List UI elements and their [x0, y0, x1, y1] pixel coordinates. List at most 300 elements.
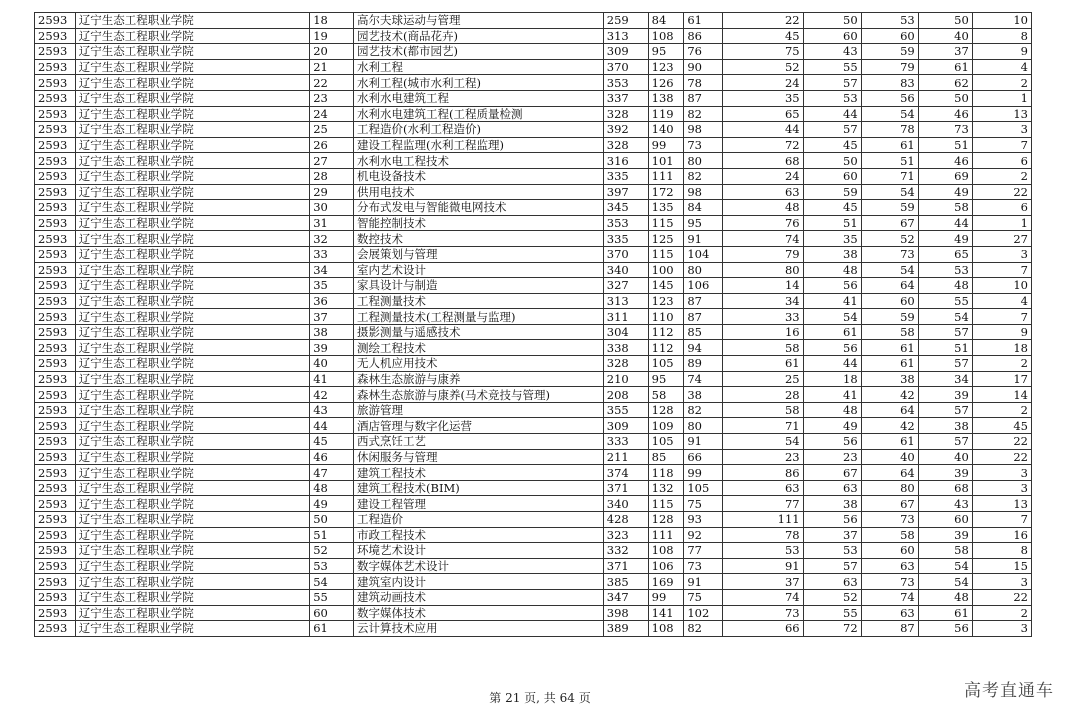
score-d-cell: 57 [803, 558, 861, 574]
score-b-cell: 61 [684, 13, 723, 29]
major-code-cell: 50 [310, 512, 354, 528]
score-c-cell: 54 [723, 434, 804, 450]
score-g-cell: 8 [972, 28, 1031, 44]
score-b-cell: 104 [684, 246, 723, 262]
major-name-cell: 环境艺术设计 [354, 543, 604, 559]
score-a-cell: 95 [648, 44, 684, 60]
table-row [35, 543, 1032, 559]
score-c-cell: 24 [723, 75, 804, 91]
score-e-cell: 60 [861, 543, 918, 559]
score-f-cell: 65 [918, 246, 972, 262]
table-row [35, 200, 1032, 216]
score-f-cell: 49 [918, 231, 972, 247]
major-name-cell: 旅游管理 [354, 402, 604, 418]
score-total-cell: 259 [603, 13, 648, 29]
major-name-cell: 分布式发电与智能微电网技术 [354, 200, 604, 216]
score-g-cell: 1 [972, 215, 1031, 231]
score-f-cell: 60 [918, 512, 972, 528]
major-code-cell: 61 [310, 621, 354, 637]
score-g-cell: 7 [972, 262, 1031, 278]
school-name-cell: 辽宁生态工程职业学院 [75, 184, 309, 200]
score-c-cell: 74 [723, 231, 804, 247]
score-total-cell: 327 [603, 278, 648, 294]
table-row [35, 215, 1032, 231]
table-row [35, 402, 1032, 418]
score-c-cell: 68 [723, 153, 804, 169]
score-d-cell: 38 [803, 496, 861, 512]
major-code-cell: 44 [310, 418, 354, 434]
school-code-cell: 2593 [35, 589, 76, 605]
score-c-cell: 52 [723, 59, 804, 75]
score-f-cell: 68 [918, 480, 972, 496]
score-total-cell: 328 [603, 106, 648, 122]
score-c-cell: 37 [723, 574, 804, 590]
major-name-cell: 森林生态旅游与康养 [354, 371, 604, 387]
score-b-cell: 87 [684, 293, 723, 309]
school-code-cell: 2593 [35, 13, 76, 29]
major-name-cell: 森林生态旅游与康养(马术竞技与管理) [354, 387, 604, 403]
score-b-cell: 82 [684, 621, 723, 637]
major-code-cell: 22 [310, 75, 354, 91]
score-a-cell: 145 [648, 278, 684, 294]
school-code-cell: 2593 [35, 215, 76, 231]
score-total-cell: 345 [603, 200, 648, 216]
score-g-cell: 22 [972, 184, 1031, 200]
score-d-cell: 48 [803, 262, 861, 278]
score-c-cell: 23 [723, 449, 804, 465]
score-b-cell: 92 [684, 527, 723, 543]
score-e-cell: 64 [861, 278, 918, 294]
score-b-cell: 95 [684, 215, 723, 231]
table-row [35, 184, 1032, 200]
major-name-cell: 工程造价 [354, 512, 604, 528]
score-f-cell: 50 [918, 90, 972, 106]
score-e-cell: 73 [861, 246, 918, 262]
score-c-cell: 33 [723, 309, 804, 325]
score-d-cell: 56 [803, 340, 861, 356]
major-name-cell: 水利水电工程技术 [354, 153, 604, 169]
major-name-cell: 休闲服务与管理 [354, 449, 604, 465]
major-name-cell: 测绘工程技术 [354, 340, 604, 356]
school-code-cell: 2593 [35, 402, 76, 418]
score-a-cell: 105 [648, 356, 684, 372]
score-a-cell: 141 [648, 605, 684, 621]
score-c-cell: 63 [723, 480, 804, 496]
school-code-cell: 2593 [35, 153, 76, 169]
score-total-cell: 371 [603, 558, 648, 574]
major-code-cell: 29 [310, 184, 354, 200]
school-code-cell: 2593 [35, 527, 76, 543]
score-e-cell: 87 [861, 621, 918, 637]
major-code-cell: 20 [310, 44, 354, 60]
score-d-cell: 48 [803, 402, 861, 418]
table-row [35, 278, 1032, 294]
score-g-cell: 3 [972, 246, 1031, 262]
major-code-cell: 49 [310, 496, 354, 512]
score-f-cell: 44 [918, 215, 972, 231]
score-e-cell: 80 [861, 480, 918, 496]
major-name-cell: 建筑工程技术 [354, 465, 604, 481]
school-name-cell: 辽宁生态工程职业学院 [75, 356, 309, 372]
score-total-cell: 347 [603, 589, 648, 605]
score-e-cell: 73 [861, 574, 918, 590]
score-c-cell: 28 [723, 387, 804, 403]
score-total-cell: 337 [603, 90, 648, 106]
score-g-cell: 22 [972, 434, 1031, 450]
score-b-cell: 93 [684, 512, 723, 528]
score-e-cell: 61 [861, 137, 918, 153]
score-e-cell: 64 [861, 465, 918, 481]
score-f-cell: 61 [918, 59, 972, 75]
table-row [35, 449, 1032, 465]
school-code-cell: 2593 [35, 512, 76, 528]
score-c-cell: 63 [723, 184, 804, 200]
major-code-cell: 34 [310, 262, 354, 278]
score-b-cell: 80 [684, 153, 723, 169]
major-code-cell: 28 [310, 168, 354, 184]
table-row [35, 122, 1032, 138]
score-b-cell: 66 [684, 449, 723, 465]
score-a-cell: 128 [648, 512, 684, 528]
score-b-cell: 85 [684, 324, 723, 340]
score-f-cell: 57 [918, 324, 972, 340]
major-code-cell: 51 [310, 527, 354, 543]
school-code-cell: 2593 [35, 574, 76, 590]
major-code-cell: 35 [310, 278, 354, 294]
score-g-cell: 7 [972, 137, 1031, 153]
score-d-cell: 57 [803, 75, 861, 91]
score-a-cell: 109 [648, 418, 684, 434]
score-g-cell: 8 [972, 543, 1031, 559]
score-g-cell: 27 [972, 231, 1031, 247]
score-b-cell: 89 [684, 356, 723, 372]
major-code-cell: 18 [310, 13, 354, 29]
score-g-cell: 6 [972, 153, 1031, 169]
major-name-cell: 酒店管理与数字化运营 [354, 418, 604, 434]
score-total-cell: 355 [603, 402, 648, 418]
score-a-cell: 132 [648, 480, 684, 496]
major-code-cell: 21 [310, 59, 354, 75]
score-d-cell: 60 [803, 168, 861, 184]
score-g-cell: 1 [972, 90, 1031, 106]
score-b-cell: 82 [684, 402, 723, 418]
major-code-cell: 47 [310, 465, 354, 481]
table-row [35, 75, 1032, 91]
score-d-cell: 37 [803, 527, 861, 543]
score-c-cell: 61 [723, 356, 804, 372]
score-g-cell: 17 [972, 371, 1031, 387]
score-d-cell: 56 [803, 434, 861, 450]
score-b-cell: 86 [684, 28, 723, 44]
score-f-cell: 61 [918, 605, 972, 621]
score-e-cell: 67 [861, 215, 918, 231]
table-row [35, 44, 1032, 60]
school-code-cell: 2593 [35, 184, 76, 200]
score-d-cell: 44 [803, 356, 861, 372]
score-g-cell: 10 [972, 13, 1031, 29]
major-code-cell: 32 [310, 231, 354, 247]
school-code-cell: 2593 [35, 309, 76, 325]
school-name-cell: 辽宁生态工程职业学院 [75, 465, 309, 481]
major-code-cell: 39 [310, 340, 354, 356]
score-e-cell: 54 [861, 106, 918, 122]
score-total-cell: 398 [603, 605, 648, 621]
score-d-cell: 57 [803, 122, 861, 138]
school-code-cell: 2593 [35, 44, 76, 60]
score-c-cell: 35 [723, 90, 804, 106]
major-code-cell: 19 [310, 28, 354, 44]
school-code-cell: 2593 [35, 605, 76, 621]
score-d-cell: 45 [803, 137, 861, 153]
school-code-cell: 2593 [35, 59, 76, 75]
score-a-cell: 100 [648, 262, 684, 278]
table-row [35, 309, 1032, 325]
school-code-cell: 2593 [35, 293, 76, 309]
score-a-cell: 108 [648, 543, 684, 559]
major-code-cell: 48 [310, 480, 354, 496]
score-total-cell: 333 [603, 434, 648, 450]
score-c-cell: 111 [723, 512, 804, 528]
major-code-cell: 46 [310, 449, 354, 465]
score-total-cell: 332 [603, 543, 648, 559]
table-row [35, 59, 1032, 75]
score-g-cell: 3 [972, 574, 1031, 590]
score-e-cell: 60 [861, 293, 918, 309]
school-name-cell: 辽宁生态工程职业学院 [75, 574, 309, 590]
major-name-cell: 水利水电建筑工程 [354, 90, 604, 106]
school-code-cell: 2593 [35, 418, 76, 434]
major-name-cell: 智能控制技术 [354, 215, 604, 231]
score-f-cell: 46 [918, 153, 972, 169]
school-code-cell: 2593 [35, 106, 76, 122]
score-c-cell: 75 [723, 44, 804, 60]
score-b-cell: 106 [684, 278, 723, 294]
major-name-cell: 市政工程技术 [354, 527, 604, 543]
major-code-cell: 27 [310, 153, 354, 169]
school-name-cell: 辽宁生态工程职业学院 [75, 13, 309, 29]
score-f-cell: 46 [918, 106, 972, 122]
score-g-cell: 22 [972, 449, 1031, 465]
school-name-cell: 辽宁生态工程职业学院 [75, 44, 309, 60]
score-e-cell: 61 [861, 356, 918, 372]
school-code-cell: 2593 [35, 543, 76, 559]
school-name-cell: 辽宁生态工程职业学院 [75, 371, 309, 387]
school-name-cell: 辽宁生态工程职业学院 [75, 512, 309, 528]
score-c-cell: 65 [723, 106, 804, 122]
table-row [35, 90, 1032, 106]
score-d-cell: 44 [803, 106, 861, 122]
table-row [35, 589, 1032, 605]
score-g-cell: 2 [972, 75, 1031, 91]
score-total-cell: 323 [603, 527, 648, 543]
score-a-cell: 108 [648, 621, 684, 637]
score-e-cell: 67 [861, 496, 918, 512]
school-code-cell: 2593 [35, 480, 76, 496]
school-name-cell: 辽宁生态工程职业学院 [75, 231, 309, 247]
score-e-cell: 61 [861, 340, 918, 356]
score-e-cell: 42 [861, 418, 918, 434]
major-name-cell: 供用电技术 [354, 184, 604, 200]
school-name-cell: 辽宁生态工程职业学院 [75, 246, 309, 262]
score-c-cell: 76 [723, 215, 804, 231]
score-g-cell: 3 [972, 465, 1031, 481]
score-total-cell: 313 [603, 28, 648, 44]
major-name-cell: 工程造价(水利工程造价) [354, 122, 604, 138]
score-c-cell: 44 [723, 122, 804, 138]
score-d-cell: 45 [803, 200, 861, 216]
table-row [35, 356, 1032, 372]
score-f-cell: 39 [918, 527, 972, 543]
major-code-cell: 26 [310, 137, 354, 153]
school-code-cell: 2593 [35, 28, 76, 44]
school-name-cell: 辽宁生态工程职业学院 [75, 28, 309, 44]
school-name-cell: 辽宁生态工程职业学院 [75, 527, 309, 543]
major-name-cell: 数控技术 [354, 231, 604, 247]
table-row [35, 106, 1032, 122]
score-f-cell: 57 [918, 356, 972, 372]
score-d-cell: 55 [803, 605, 861, 621]
score-e-cell: 71 [861, 168, 918, 184]
score-a-cell: 112 [648, 324, 684, 340]
school-name-cell: 辽宁生态工程职业学院 [75, 168, 309, 184]
school-name-cell: 辽宁生态工程职业学院 [75, 605, 309, 621]
score-c-cell: 77 [723, 496, 804, 512]
score-d-cell: 54 [803, 309, 861, 325]
major-code-cell: 30 [310, 200, 354, 216]
page-number: 第 21 页, 共 64 页 [489, 691, 591, 705]
school-code-cell: 2593 [35, 387, 76, 403]
score-b-cell: 80 [684, 262, 723, 278]
school-code-cell: 2593 [35, 621, 76, 637]
table-row [35, 527, 1032, 543]
major-name-cell: 高尔夫球运动与管理 [354, 13, 604, 29]
score-d-cell: 18 [803, 371, 861, 387]
score-c-cell: 25 [723, 371, 804, 387]
score-b-cell: 82 [684, 106, 723, 122]
score-total-cell: 335 [603, 231, 648, 247]
major-name-cell: 水利水电建筑工程(工程质量检测 [354, 106, 604, 122]
school-code-cell: 2593 [35, 449, 76, 465]
school-name-cell: 辽宁生态工程职业学院 [75, 589, 309, 605]
score-f-cell: 51 [918, 340, 972, 356]
school-name-cell: 辽宁生态工程职业学院 [75, 309, 309, 325]
score-e-cell: 64 [861, 402, 918, 418]
score-a-cell: 119 [648, 106, 684, 122]
major-code-cell: 40 [310, 356, 354, 372]
score-g-cell: 7 [972, 512, 1031, 528]
school-code-cell: 2593 [35, 137, 76, 153]
score-a-cell: 123 [648, 293, 684, 309]
score-a-cell: 169 [648, 574, 684, 590]
major-code-cell: 23 [310, 90, 354, 106]
major-code-cell: 53 [310, 558, 354, 574]
school-name-cell: 辽宁生态工程职业学院 [75, 434, 309, 450]
score-c-cell: 66 [723, 621, 804, 637]
major-code-cell: 37 [310, 309, 354, 325]
score-f-cell: 57 [918, 402, 972, 418]
score-f-cell: 54 [918, 558, 972, 574]
score-total-cell: 385 [603, 574, 648, 590]
score-f-cell: 39 [918, 465, 972, 481]
score-total-cell: 210 [603, 371, 648, 387]
score-total-cell: 389 [603, 621, 648, 637]
school-name-cell: 辽宁生态工程职业学院 [75, 543, 309, 559]
score-total-cell: 211 [603, 449, 648, 465]
score-c-cell: 91 [723, 558, 804, 574]
school-code-cell: 2593 [35, 356, 76, 372]
table-row [35, 137, 1032, 153]
school-name-cell: 辽宁生态工程职业学院 [75, 122, 309, 138]
table-row [35, 371, 1032, 387]
score-f-cell: 48 [918, 278, 972, 294]
score-total-cell: 371 [603, 480, 648, 496]
score-a-cell: 99 [648, 137, 684, 153]
table-row [35, 153, 1032, 169]
school-name-cell: 辽宁生态工程职业学院 [75, 153, 309, 169]
score-f-cell: 50 [918, 13, 972, 29]
score-d-cell: 55 [803, 59, 861, 75]
school-name-cell: 辽宁生态工程职业学院 [75, 449, 309, 465]
score-e-cell: 83 [861, 75, 918, 91]
score-g-cell: 16 [972, 527, 1031, 543]
score-total-cell: 328 [603, 137, 648, 153]
score-b-cell: 75 [684, 589, 723, 605]
score-d-cell: 50 [803, 153, 861, 169]
score-g-cell: 2 [972, 168, 1031, 184]
school-name-cell: 辽宁生态工程职业学院 [75, 90, 309, 106]
score-e-cell: 42 [861, 387, 918, 403]
score-b-cell: 105 [684, 480, 723, 496]
score-d-cell: 35 [803, 231, 861, 247]
score-d-cell: 50 [803, 13, 861, 29]
major-name-cell: 建设工程管理 [354, 496, 604, 512]
score-b-cell: 73 [684, 558, 723, 574]
major-name-cell: 建筑动画技术 [354, 589, 604, 605]
score-g-cell: 2 [972, 402, 1031, 418]
score-d-cell: 52 [803, 589, 861, 605]
score-total-cell: 338 [603, 340, 648, 356]
score-a-cell: 115 [648, 246, 684, 262]
score-total-cell: 335 [603, 168, 648, 184]
score-table [34, 12, 1032, 637]
score-c-cell: 58 [723, 402, 804, 418]
score-a-cell: 135 [648, 200, 684, 216]
major-name-cell: 无人机应用技术 [354, 356, 604, 372]
score-c-cell: 14 [723, 278, 804, 294]
score-f-cell: 34 [918, 371, 972, 387]
score-total-cell: 374 [603, 465, 648, 481]
score-f-cell: 56 [918, 621, 972, 637]
score-c-cell: 72 [723, 137, 804, 153]
score-a-cell: 111 [648, 527, 684, 543]
score-total-cell: 328 [603, 356, 648, 372]
score-e-cell: 61 [861, 434, 918, 450]
score-g-cell: 4 [972, 59, 1031, 75]
score-g-cell: 9 [972, 44, 1031, 60]
table-row [35, 262, 1032, 278]
school-code-cell: 2593 [35, 496, 76, 512]
score-c-cell: 24 [723, 168, 804, 184]
score-d-cell: 56 [803, 278, 861, 294]
score-a-cell: 110 [648, 309, 684, 325]
score-b-cell: 94 [684, 340, 723, 356]
score-d-cell: 61 [803, 324, 861, 340]
major-code-cell: 42 [310, 387, 354, 403]
score-d-cell: 38 [803, 246, 861, 262]
table-row [35, 465, 1032, 481]
score-g-cell: 9 [972, 324, 1031, 340]
school-code-cell: 2593 [35, 434, 76, 450]
